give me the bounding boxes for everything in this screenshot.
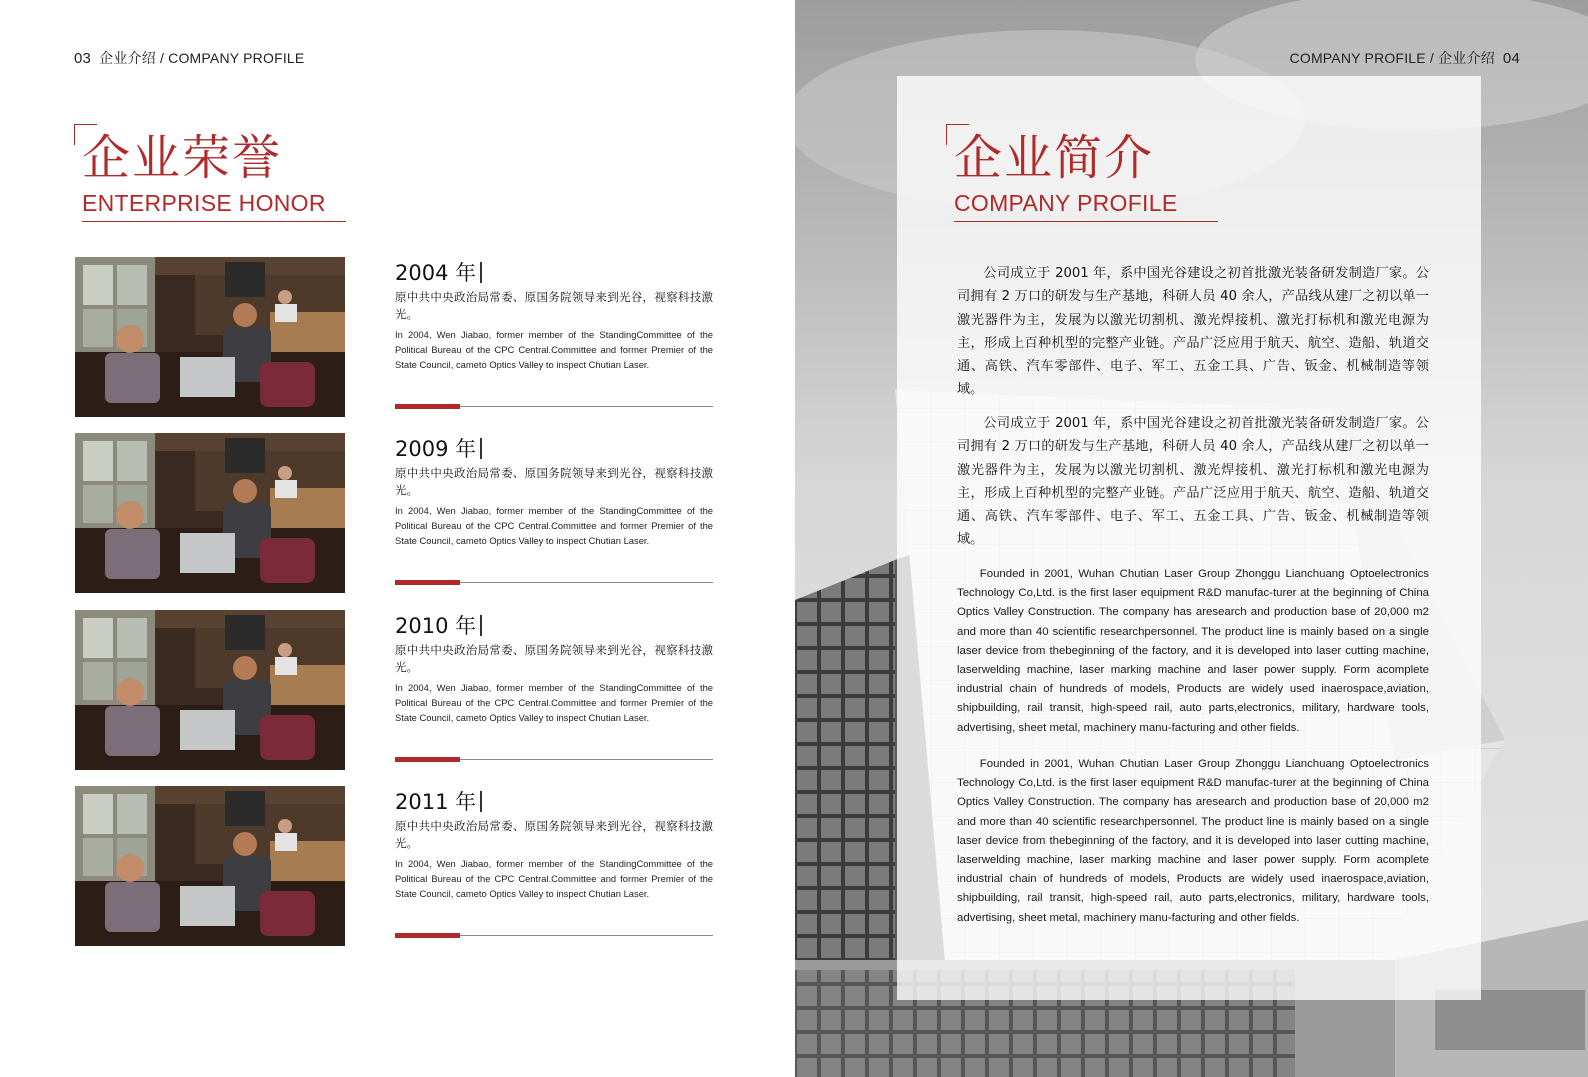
left-page-number: 03 — [74, 50, 92, 67]
honor-item-rule-accent — [395, 933, 460, 938]
honor-description-cn: 原中共中央政治局常委、原国务院领导来到光谷，视察科技激光。 — [395, 819, 713, 850]
year-divider — [480, 262, 482, 283]
profile-title-rule — [954, 221, 1218, 222]
honor-item-rule-accent — [395, 757, 460, 762]
honor-item-rule-accent — [395, 580, 460, 585]
honor-item-text — [395, 786, 713, 901]
year-divider — [480, 791, 482, 812]
honor-description-cn: 原中共中央政治局常委、原国务院领导来到光谷，视察科技激光。 — [395, 466, 713, 497]
right-running-head-text: COMPANY PROFILE / 企业介绍 — [1289, 50, 1495, 66]
left-running-head-text: 企业介绍 / COMPANY PROFILE — [99, 50, 305, 66]
honor-year-label: 2009 年 — [395, 437, 477, 461]
profile-title-en: COMPANY PROFILE — [954, 190, 1178, 216]
honor-title-rule — [82, 221, 346, 222]
honor-item-text — [395, 433, 713, 548]
honor-description-cn: 原中共中央政治局常委、原国务院领导来到光谷，视察科技激光。 — [395, 290, 713, 321]
year-divider — [480, 438, 482, 459]
left-running-head — [74, 48, 304, 68]
profile-cn-paragraph — [957, 412, 1429, 552]
year-divider — [480, 615, 482, 636]
office-photo — [75, 786, 345, 946]
cn-paragraph: 公司成立于 2001 年，系中国光谷建设之初首批激光装备研发制造厂家。公司拥有 2 万口的研发与生产基地，科研人员 40 余人，产品线从建厂之初以单一激光器件为主，发展为以激光切割机、激光焊接机、激光打标机和激光电源为主，形成上百种机型的完整产业链。产品广泛应用于航天、航空、造船、轨道交通、高铁、汽车零部件、电子、军工、五金工具、广告、钣金、机械制造等领域。 — [957, 266, 1429, 398]
profile-title-cn: 企业简介 — [954, 130, 1155, 186]
honor-title-cn: 企业荣誉 — [82, 130, 283, 186]
honor-year-label: 2010 年 — [395, 614, 477, 638]
honor-description-en: In 2004, Wen Jiabao, former member of the StandingCommittee of the Political Bureau of the CPC Central.Committee and former Premier of the State Council, cameto Optics Valley to inspect Chutian Laser. — [395, 858, 713, 899]
right-page-number: 04 — [1502, 50, 1520, 67]
honor-item-rule-accent — [395, 404, 460, 409]
cn-paragraph: 公司成立于 2001 年，系中国光谷建设之初首批激光装备研发制造厂家。公司拥有 2 万口的研发与生产基地，科研人员 40 余人，产品线从建厂之初以单一激光器件为主，发展为以激光切割机、激光焊接机、激光打标机和激光电源为主，形成上百种机型的完整产业链。产品广泛应用于航天、航空、造船、轨道交通、高铁、汽车零部件、电子、军工、五金工具、广告、钣金、机械制造等领域。 — [957, 416, 1429, 548]
honor-year — [395, 260, 713, 286]
profile-en-paragraph — [957, 565, 1429, 738]
honor-description-en: In 2004, Wen Jiabao, former member of the StandingCommittee of the Political Bureau of the CPC Central.Committee and former Premier of the State Council, cameto Optics Valley to inspect Chutian Laser. — [395, 505, 713, 546]
honor-item — [75, 786, 720, 946]
honor-year — [395, 789, 713, 815]
honor-item — [75, 610, 720, 770]
office-photo — [75, 257, 345, 417]
right-running-head — [1290, 48, 1520, 68]
en-paragraph: Founded in 2001, Wuhan Chutian Laser Group Zhonggu Lianchuang Optoelectronics Technology Co,Ltd. is the first laser equipment R&D manufac-turer at the beginning of China Optics Valley Construction. The company has aresearch and production base of 20,000 m2 and more than 40 scientific researchpersonnel. The product line is mainly based on a single laser device from thebeginning of the factory, and it is developed into laser cutting machine, laserwelding machine, laser marking machine and laser power supply. Form acomplete industrial chain of hundreds of models, Products are widely used inaerospace,aviation, shipbuilding, rail transit, high-speed rail, auto parts,electronics, military, hardware tools, advertising, sheet metal, machinery manu-facturing and other fields. — [957, 758, 1429, 924]
en-paragraph: Founded in 2001, Wuhan Chutian Laser Group Zhonggu Lianchuang Optoelectronics Technology Co,Ltd. is the first laser equipment R&D manufac-turer at the beginning of China Optics Valley Construction. The company has aresearch and production base of 20,000 m2 and more than 40 scientific researchpersonnel. The product line is mainly based on a single laser device from thebeginning of the factory, and it is developed into laser cutting machine, laserwelding machine, laser marking machine and laser power supply. Form acomplete industrial chain of hundreds of models, Products are widely used inaerospace,aviation, shipbuilding, rail transit, high-speed rail, auto parts,electronics, military, hardware tools, advertising, sheet metal, machinery manu-facturing and other fields. — [957, 568, 1429, 734]
office-photo — [75, 610, 345, 770]
honor-description-cn: 原中共中央政治局常委、原国务院领导来到光谷，视察科技激光。 — [395, 643, 713, 674]
honor-description-en: In 2004, Wen Jiabao, former member of the StandingCommittee of the Political Bureau of the CPC Central.Committee and former Premier of the State Council, cameto Optics Valley to inspect Chutian Laser. — [395, 329, 713, 370]
honor-item — [75, 257, 720, 417]
honor-year-label: 2004 年 — [395, 261, 477, 285]
honor-year — [395, 436, 713, 462]
honor-item-text — [395, 257, 713, 372]
office-photo — [75, 433, 345, 593]
profile-en-paragraph — [957, 755, 1429, 928]
honor-year — [395, 613, 713, 639]
honor-item — [75, 433, 720, 593]
right-page — [795, 0, 1588, 1077]
honor-title-en: ENTERPRISE HONOR — [82, 190, 326, 216]
honor-description-en: In 2004, Wen Jiabao, former member of the StandingCommittee of the Political Bureau of the CPC Central.Committee and former Premier of the State Council, cameto Optics Valley to inspect Chutian Laser. — [395, 682, 713, 723]
honor-item-text — [395, 610, 713, 725]
honor-year-label: 2011 年 — [395, 790, 477, 814]
profile-cn-paragraph — [957, 262, 1429, 402]
